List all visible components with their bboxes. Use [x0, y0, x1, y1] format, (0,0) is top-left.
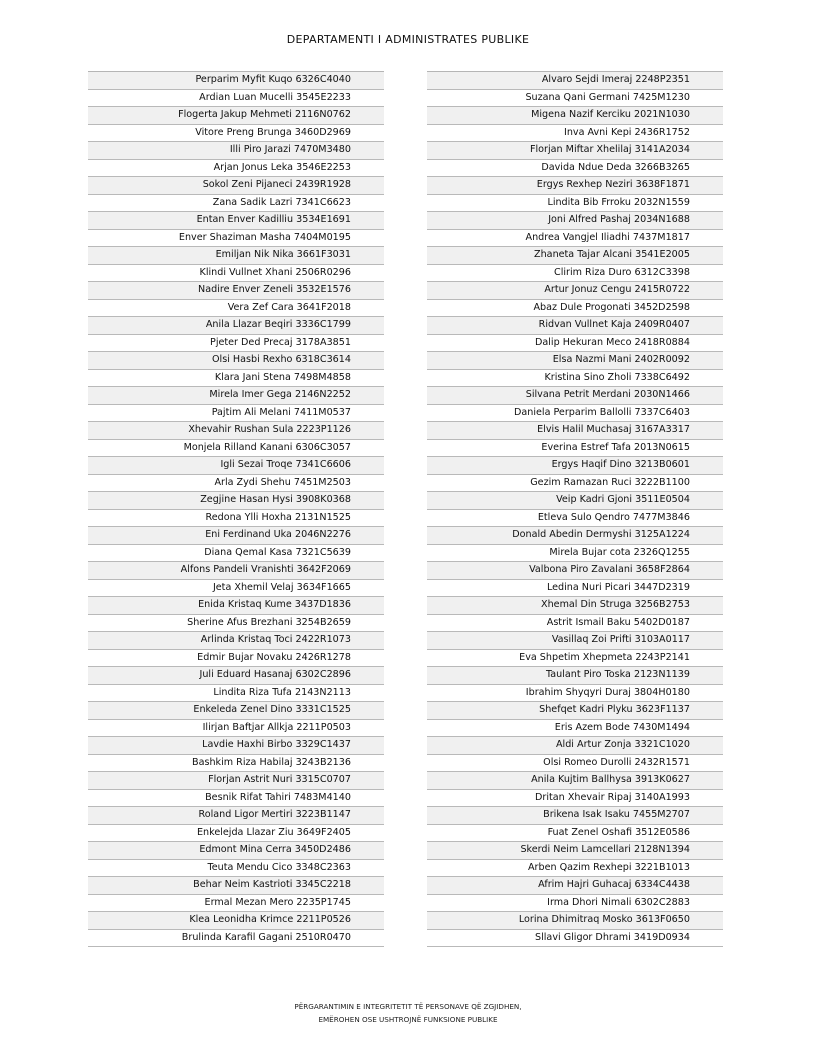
- list-item: Brulinda Karafil Gagani 2510R0470: [88, 930, 384, 948]
- footer: [0, 1000, 816, 1026]
- list-item: Klea Leonidha Krimce 2211P0526: [88, 912, 384, 930]
- list-item: Dalip Hekuran Meco 2418R0884: [427, 335, 723, 353]
- list-item: Enkelejda Llazar Ziu 3649F2405: [88, 825, 384, 843]
- list-item: Florjan Miftar Xhelilaj 3141A2034: [427, 142, 723, 160]
- list-item: Olsi Hasbi Rexho 6318C3614: [88, 352, 384, 370]
- list-item: Donald Abedin Dermyshi 3125A1224: [427, 527, 723, 545]
- list-item: Arlinda Kristaq Toci 2422R1073: [88, 632, 384, 650]
- list-item: Davida Ndue Deda 3266B3265: [427, 160, 723, 178]
- list-item: Everina Estref Tafa 2013N0615: [427, 440, 723, 458]
- list-item: Dritan Xhevair Ripaj 3140A1993: [427, 790, 723, 808]
- list-item: Pjeter Ded Precaj 3178A3851: [88, 335, 384, 353]
- list-item: Lorina Dhimitraq Mosko 3613F0650: [427, 912, 723, 930]
- list-item: Klindi Vullnet Xhani 2506R0296: [88, 265, 384, 283]
- list-item: Pajtim Ali Melani 7411M0537: [88, 405, 384, 423]
- list-item: Irma Dhori Nimali 6302C2883: [427, 895, 723, 913]
- list-item: Eris Azem Bode 7430M1494: [427, 720, 723, 738]
- list-item: Anila Kujtim Ballhysa 3913K0627: [427, 772, 723, 790]
- list-item: Olsi Romeo Durolli 2432R1571: [427, 755, 723, 773]
- list-item: Vasillaq Zoi Prifti 3103A0117: [427, 632, 723, 650]
- list-item: Enida Kristaq Kume 3437D1836: [88, 597, 384, 615]
- list-item: Illi Piro Jarazi 7470M3480: [88, 142, 384, 160]
- list-item: Teuta Mendu Cico 3348C2363: [88, 860, 384, 878]
- list-item: Arben Qazim Rexhepi 3221B1013: [427, 860, 723, 878]
- list-item: Vitore Preng Brunga 3460D2969: [88, 125, 384, 143]
- list-item: Silvana Petrit Merdani 2030N1466: [427, 387, 723, 405]
- list-item: Daniela Perparim Ballolli 7337C6403: [427, 405, 723, 423]
- list-item: Eni Ferdinand Uka 2046N2276: [88, 527, 384, 545]
- list-item: Emiljan Nik Nika 3661F3031: [88, 247, 384, 265]
- list-item: Flogerta Jakup Mehmeti 2116N0762: [88, 107, 384, 125]
- list-item: Eva Shpetim Xhepmeta 2243P2141: [427, 650, 723, 668]
- list-item: Lindita Bib Frroku 2032N1559: [427, 195, 723, 213]
- list-item: Migena Nazif Kerciku 2021N1030: [427, 107, 723, 125]
- list-item: Enver Shaziman Masha 7404M0195: [88, 230, 384, 248]
- list-item: Nadire Enver Zeneli 3532E1576: [88, 282, 384, 300]
- list-item: Mirela Imer Gega 2146N2252: [88, 387, 384, 405]
- list-item: Alvaro Sejdi Imeraj 2248P2351: [427, 72, 723, 90]
- list-item: Kristina Sino Zholi 7338C6492: [427, 370, 723, 388]
- list-item: Lavdie Haxhi Birbo 3329C1437: [88, 737, 384, 755]
- list-item: Entan Enver Kadilliu 3534E1691: [88, 212, 384, 230]
- list-item: Sherine Afus Brezhani 3254B2659: [88, 615, 384, 633]
- list-item: Artur Jonuz Cengu 2415R0722: [427, 282, 723, 300]
- list-item: Skerdi Neim Lamcellari 2128N1394: [427, 842, 723, 860]
- list-item: Bashkim Riza Habilaj 3243B2136: [88, 755, 384, 773]
- list-item: Diana Qemal Kasa 7321C5639: [88, 545, 384, 563]
- list-item: Veip Kadri Gjoni 3511E0504: [427, 492, 723, 510]
- list-item: Roland Ligor Mertiri 3223B1147: [88, 807, 384, 825]
- list-item: Sllavi Gligor Dhrami 3419D0934: [427, 930, 723, 948]
- list-item: Vera Zef Cara 3641F2018: [88, 300, 384, 318]
- list-item: Ardian Luan Mucelli 3545E2233: [88, 90, 384, 108]
- footer-line-1: PËRGARANTIMIN E INTEGRITETIT TË PERSONAVE QË ZGJIDHEN,: [294, 1002, 522, 1011]
- list-item: Sokol Zeni Pijaneci 2439R1928: [88, 177, 384, 195]
- list-item: Mirela Bujar cota 2326Q1255: [427, 545, 723, 563]
- list-item: Anila Llazar Beqiri 3336C1799: [88, 317, 384, 335]
- list-item: Besnik Rifat Tahiri 7483M4140: [88, 790, 384, 808]
- list-item: Inva Avni Kepi 2436R1752: [427, 125, 723, 143]
- list-item: Aldi Artur Zonja 3321C1020: [427, 737, 723, 755]
- list-item: Joni Alfred Pashaj 2034N1688: [427, 212, 723, 230]
- list-item: Arjan Jonus Leka 3546E2253: [88, 160, 384, 178]
- list-item: Gezim Ramazan Ruci 3222B1100: [427, 475, 723, 493]
- list-item: Clirim Riza Duro 6312C3398: [427, 265, 723, 283]
- list-item: Ilirjan Baftjar Allkja 2211P0503: [88, 720, 384, 738]
- list-item: Ergys Rexhep Neziri 3638F1871: [427, 177, 723, 195]
- list-item: Elvis Halil Muchasaj 3167A3317: [427, 422, 723, 440]
- list-item: Arla Zydi Shehu 7451M2503: [88, 475, 384, 493]
- list-item: Etleva Sulo Qendro 7477M3846: [427, 510, 723, 528]
- list-item: Astrit Ismail Baku 5402D0187: [427, 615, 723, 633]
- list-item: Abaz Dule Progonati 3452D2598: [427, 300, 723, 318]
- list-item: Redona Ylli Hoxha 2131N1525: [88, 510, 384, 528]
- list-item: Behar Neim Kastrioti 3345C2218: [88, 877, 384, 895]
- list-item: Florjan Astrit Nuri 3315C0707: [88, 772, 384, 790]
- list-item: Shefqet Kadri Plyku 3623F1137: [427, 702, 723, 720]
- list-item: Alfons Pandeli Vranishti 3642F2069: [88, 562, 384, 580]
- list-item: Ledina Nuri Picari 3447D2319: [427, 580, 723, 598]
- list-item: Andrea Vangjel Iliadhi 7437M1817: [427, 230, 723, 248]
- list-item: Valbona Piro Zavalani 3658F2864: [427, 562, 723, 580]
- list-item: Xhevahir Rushan Sula 2223P1126: [88, 422, 384, 440]
- list-item: Zhaneta Tajar Alcani 3541E2005: [427, 247, 723, 265]
- page-title: DEPARTAMENTI I ADMINISTRATES PUBLIKE: [286, 33, 530, 46]
- left-name-list: [88, 71, 384, 947]
- list-item: Jeta Xhemil Velaj 3634F1665: [88, 580, 384, 598]
- list-item: Zana Sadik Lazri 7341C6623: [88, 195, 384, 213]
- list-item: Monjela Rilland Kanani 6306C3057: [88, 440, 384, 458]
- list-item: Edmont Mina Cerra 3450D2486: [88, 842, 384, 860]
- list-item: Perparim Myfit Kuqo 6326C4040: [88, 72, 384, 90]
- list-item: Ermal Mezan Mero 2235P1745: [88, 895, 384, 913]
- list-item: Afrim Hajri Guhacaj 6334C4438: [427, 877, 723, 895]
- list-item: Juli Eduard Hasanaj 6302C2896: [88, 667, 384, 685]
- list-item: Elsa Nazmi Mani 2402R0092: [427, 352, 723, 370]
- list-item: Igli Sezai Troqe 7341C6606: [88, 457, 384, 475]
- list-item: Fuat Zenel Oshafi 3512E0586: [427, 825, 723, 843]
- list-item: Suzana Qani Germani 7425M1230: [427, 90, 723, 108]
- list-item: Klara Jani Stena 7498M4858: [88, 370, 384, 388]
- list-item: Ridvan Vullnet Kaja 2409R0407: [427, 317, 723, 335]
- list-item: Zegjine Hasan Hysi 3908K0368: [88, 492, 384, 510]
- list-item: Edmir Bujar Novaku 2426R1278: [88, 650, 384, 668]
- list-item: Taulant Piro Toska 2123N1139: [427, 667, 723, 685]
- list-item: Lindita Riza Tufa 2143N2113: [88, 685, 384, 703]
- list-item: Brikena Isak Isaku 7455M2707: [427, 807, 723, 825]
- list-item: Xhemal Din Struga 3256B2753: [427, 597, 723, 615]
- list-item: Ergys Haqif Dino 3213B0601: [427, 457, 723, 475]
- right-name-list: [427, 71, 723, 947]
- footer-line-2: EMËROHEN OSE USHTROJNË FUNKSIONE PUBLIKE: [318, 1015, 498, 1024]
- list-item: Ibrahim Shyqyri Duraj 3804H0180: [427, 685, 723, 703]
- list-item: Enkeleda Zenel Dino 3331C1525: [88, 702, 384, 720]
